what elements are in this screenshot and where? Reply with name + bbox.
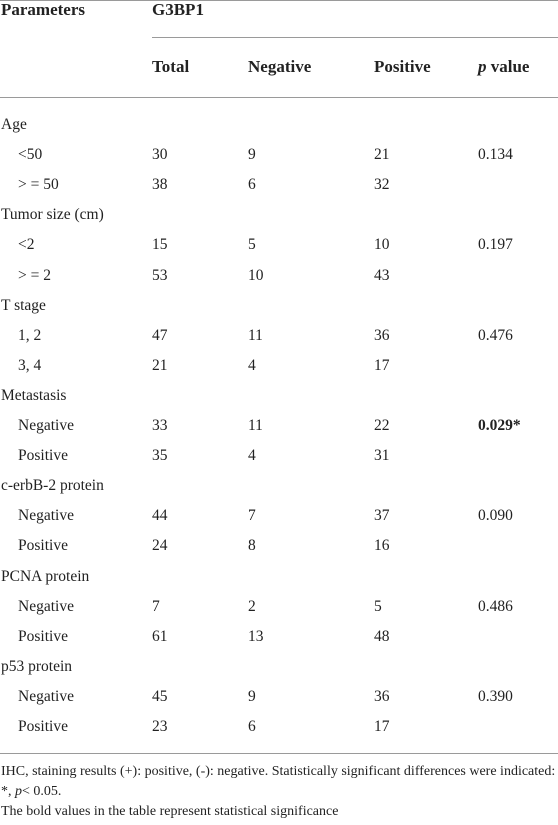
cell-total: 21	[152, 357, 168, 374]
footnote-1-p: p	[15, 784, 22, 799]
cell-p-value: 0.390	[478, 688, 513, 705]
header-p-rest: value	[486, 57, 530, 76]
footnote-1-text: IHC, staining results (+): positive, (-): negative. Statistically significant differences were indicated: *,	[1, 764, 556, 799]
row-label: <50	[18, 146, 43, 163]
row-label: 1, 2	[18, 327, 42, 344]
cell-positive: 17	[374, 718, 390, 735]
cell-positive: 36	[374, 688, 390, 705]
row-label: > = 2	[18, 267, 51, 284]
cell-p-value: 0.486	[478, 598, 513, 615]
row-label: > = 50	[18, 176, 59, 193]
header-total: Total	[152, 57, 190, 76]
cell-p-value: 0.476	[478, 327, 513, 344]
cell-total: 38	[152, 176, 168, 193]
row-label: Negative	[18, 507, 74, 524]
cell-total: 24	[152, 537, 168, 554]
table-rule-bottom	[0, 753, 558, 754]
row-label: 3, 4	[18, 357, 42, 374]
group-label: T stage	[1, 297, 46, 314]
cell-total: 45	[152, 688, 168, 705]
cell-negative: 9	[248, 688, 256, 705]
cell-negative: 11	[248, 327, 263, 344]
footnote-2: The bold values in the table represent statistical significance	[1, 804, 339, 819]
group-label: Tumor size (cm)	[1, 206, 104, 223]
cell-positive: 32	[374, 176, 390, 193]
cell-negative: 10	[248, 267, 264, 284]
cell-total: 30	[152, 146, 168, 163]
cell-negative: 8	[248, 537, 256, 554]
cell-positive: 31	[374, 447, 390, 464]
table-rule-header-bottom	[0, 97, 558, 98]
cell-positive: 10	[374, 236, 390, 253]
footnote-1	[1, 762, 557, 802]
footnote-1-end: < 0.05.	[22, 784, 62, 799]
row-label: Negative	[18, 598, 74, 615]
cell-total: 61	[152, 628, 168, 645]
cell-negative: 11	[248, 417, 263, 434]
header-p-italic: p	[478, 57, 487, 76]
cell-total: 53	[152, 267, 168, 284]
cell-total: 44	[152, 507, 168, 524]
cell-total: 23	[152, 718, 168, 735]
cell-negative: 6	[248, 176, 256, 193]
cell-total: 47	[152, 327, 168, 344]
cell-positive: 48	[374, 628, 390, 645]
header-negative: Negative	[248, 57, 312, 76]
cell-p-value: 0.134	[478, 146, 513, 163]
cell-negative: 4	[248, 447, 256, 464]
group-label: Age	[1, 116, 27, 133]
cell-positive: 5	[374, 598, 382, 615]
cell-total: 7	[152, 598, 160, 615]
group-label: p53 protein	[1, 658, 73, 675]
group-label: c-erbB-2 protein	[1, 477, 104, 494]
cell-positive: 43	[374, 267, 390, 284]
row-label: Positive	[18, 537, 68, 554]
row-label: <2	[18, 236, 35, 253]
cell-p-value: 0.029*	[478, 417, 521, 434]
table-rule-subheader	[152, 37, 558, 38]
cell-negative: 7	[248, 507, 256, 524]
cell-positive: 22	[374, 417, 390, 434]
header-positive: Positive	[374, 57, 431, 76]
cell-positive: 36	[374, 327, 390, 344]
cell-negative: 5	[248, 236, 256, 253]
cell-negative: 2	[248, 598, 256, 615]
row-label: Positive	[18, 718, 68, 735]
row-label: Positive	[18, 447, 68, 464]
cell-total: 33	[152, 417, 168, 434]
cell-total: 15	[152, 236, 168, 253]
cell-positive: 17	[374, 357, 390, 374]
cell-positive: 37	[374, 507, 390, 524]
row-label: Negative	[18, 417, 74, 434]
header-parameters: Parameters	[1, 0, 86, 19]
header-g3bp1: G3BP1	[152, 0, 204, 19]
row-label: Positive	[18, 628, 68, 645]
cell-negative: 4	[248, 357, 256, 374]
cell-total: 35	[152, 447, 168, 464]
cell-p-value: 0.197	[478, 236, 513, 253]
cell-positive: 16	[374, 537, 390, 554]
row-label: Negative	[18, 688, 74, 705]
cell-p-value: 0.090	[478, 507, 513, 524]
group-label: PCNA protein	[1, 568, 90, 585]
cell-negative: 13	[248, 628, 264, 645]
header-p-value	[478, 58, 529, 76]
group-label: Metastasis	[1, 387, 67, 404]
cell-negative: 6	[248, 718, 256, 735]
cell-negative: 9	[248, 146, 256, 163]
cell-positive: 21	[374, 146, 390, 163]
